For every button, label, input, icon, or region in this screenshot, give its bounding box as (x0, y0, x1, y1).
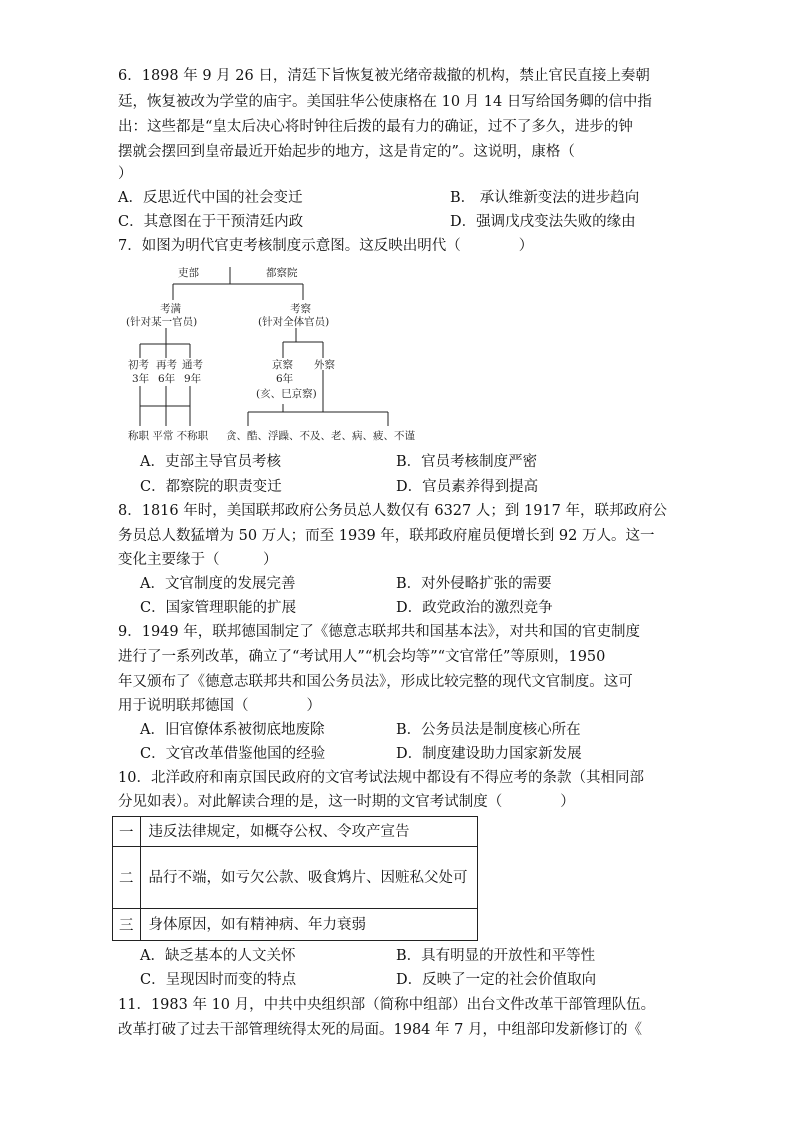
table-cell-num: 三 (113, 909, 141, 941)
q8-option-b[interactable]: B．对外侵略扩张的需要 (396, 576, 552, 592)
table-cell-text: 身体原因，如有精神病、年力衰弱 (140, 909, 477, 941)
jingcha-label: 京察 (272, 359, 293, 371)
q10-option-b[interactable]: B．具有明显的开放性和平等性 (396, 948, 596, 964)
table-row (113, 847, 478, 909)
q9-stem-line-4: 用于说明联邦德国（ ） (118, 698, 321, 714)
q6-stem-line-1: 6．1898 年 9 月 26 日，清廷下旨恢复被光绪帝裁撤的机构，禁止官民直接上奏朝 (118, 68, 650, 84)
table-row (113, 817, 478, 847)
waicha-label: 外察 (314, 359, 335, 371)
chukao-years: 3年 (132, 373, 150, 385)
kaocha-results: 贪、酷、浮躁、不及、老、病、疲、不谨 (226, 430, 415, 442)
q10-option-c[interactable]: C．呈现因时而变的特点 (140, 972, 297, 988)
jingcha-note: (亥、巳京察) (256, 388, 317, 400)
chukao-label: 初考 (128, 359, 149, 371)
q10-option-d[interactable]: D．反映了一定的社会价值取向 (396, 972, 597, 988)
kaoman-sub-label: (针对某一官员) (126, 316, 198, 328)
table-cell-num: 二 (113, 847, 141, 909)
kaocha-sub-label: (针对全体官员) (258, 316, 330, 328)
kaoman-results: 称职 平常 不称职 (128, 430, 209, 442)
q7-option-c[interactable]: C．都察院的职责变迁 (140, 479, 282, 495)
kaoman-label: 考满 (160, 303, 181, 315)
q7-option-b[interactable]: B．官员考核制度严密 (396, 454, 538, 470)
table-cell-text: 品行不端，如亏欠公款、吸食鸩片、因赃私父处可 (140, 847, 477, 909)
exclusion-criteria-table (112, 816, 478, 941)
q9-stem-line-3: 年又颁布了《德意志联邦共和国公务员法》，形成比较完整的现代文官制度。这可 (118, 674, 633, 690)
q6-stem-line-5: ） (118, 166, 133, 182)
q6-stem-line-2: 廷，恢复被改为学堂的庙宇。美国驻华公使康格在 10 月 14 日写给国务卿的信中指 (118, 94, 652, 110)
q6-option-b[interactable]: B． 承认维新变法的进步趋向 (450, 190, 640, 206)
q10-stem-line-1: 10．北洋政府和南京国民政府的文官考试法规中都设有不得应考的条款（其相同部 (118, 770, 644, 786)
q7-option-d[interactable]: D．官员素养得到提高 (396, 479, 539, 495)
q8-stem-line-3: 变化主要缘于（ ） (118, 552, 278, 568)
libu-label: 吏部 (178, 267, 199, 279)
q9-option-d[interactable]: D．制度建设助力国家新发展 (396, 746, 582, 762)
q8-option-c[interactable]: C．国家管理职能的扩展 (140, 600, 297, 616)
assessment-system-diagram (118, 262, 418, 452)
q11-stem-line-1: 11．1983 年 10 月，中共中央组织部（简称中组部）出台文件改革干部管理队伍。 (118, 997, 656, 1013)
table-row (113, 909, 478, 941)
q9-option-b[interactable]: B．公务员法是制度核心所在 (396, 722, 581, 738)
table-cell-text: 违反法律规定，如概夺公权、令攻产宣告 (140, 817, 477, 847)
q6-option-a[interactable]: A．反思近代中国的社会变迁 (118, 190, 303, 206)
q10-stem-line-2: 分见如表）。对此解读合理的是，这一时期的文官考试制度（ ） (118, 794, 575, 810)
q8-stem-line-2: 务员总人数猛增为 50 万人；而至 1939 年，联邦政府雇员便增长到 92 万人。这一 (118, 528, 655, 544)
q6-stem-line-3: 出：这些都是“皇太后决心将时钟往后拨的最有力的确证，过不了多久，进步的钟 (118, 119, 633, 135)
zaikao-label: 再考 (156, 359, 177, 371)
tongkao-label: 通考 (182, 359, 203, 371)
q8-stem-line-1: 8．1816 年时，美国联邦政府公务员总人数仅有 6327 人；到 1917 年，联邦政府公 (118, 503, 667, 519)
jingcha-years: 6年 (276, 373, 294, 385)
q11-stem-line-2: 改革打破了过去干部管理统得太死的局面。1984 年 7 月，中组部印发新修订的《 (118, 1022, 642, 1038)
q6-option-d[interactable]: D．强调戊戌变法失败的缘由 (450, 214, 636, 230)
diagram-svg (118, 262, 418, 452)
tongkao-years: 9年 (184, 373, 202, 385)
q8-option-a[interactable]: A．文官制度的发展完善 (140, 576, 296, 592)
kaocha-label: 考察 (290, 303, 311, 315)
duchayuan-label: 都察院 (266, 267, 298, 279)
q10-option-a[interactable]: A．缺乏基本的人文关怀 (140, 948, 296, 964)
zaikao-years: 6年 (158, 373, 176, 385)
q6-stem-line-4: 摆就会摆回到皇帝最近开始起步的地方，这是肯定的”。这说明，康格（ (118, 144, 575, 160)
table-cell-num: 一 (113, 817, 141, 847)
q9-option-c[interactable]: C．文官改革借鉴他国的经验 (140, 746, 326, 762)
q9-option-a[interactable]: A．旧官僚体系被彻底地废除 (140, 722, 325, 738)
q8-option-d[interactable]: D．政党政治的激烈竞争 (396, 600, 553, 616)
q7-stem: 7．如图为明代官吏考核制度示意图。这反映出明代（ ） (118, 238, 534, 254)
q9-stem-line-2: 进行了一系列改革，确立了“考试用人”“机会均等”“文官常任”等原则，1950 (118, 649, 606, 665)
q6-option-c[interactable]: C．其意图在于干预清廷内政 (118, 214, 304, 230)
q7-option-a[interactable]: A．吏部主导官员考核 (140, 454, 281, 470)
q9-stem-line-1: 9．1949 年，联邦德国制定了《德意志联邦共和国基本法》，对共和国的官吏制度 (118, 624, 640, 640)
